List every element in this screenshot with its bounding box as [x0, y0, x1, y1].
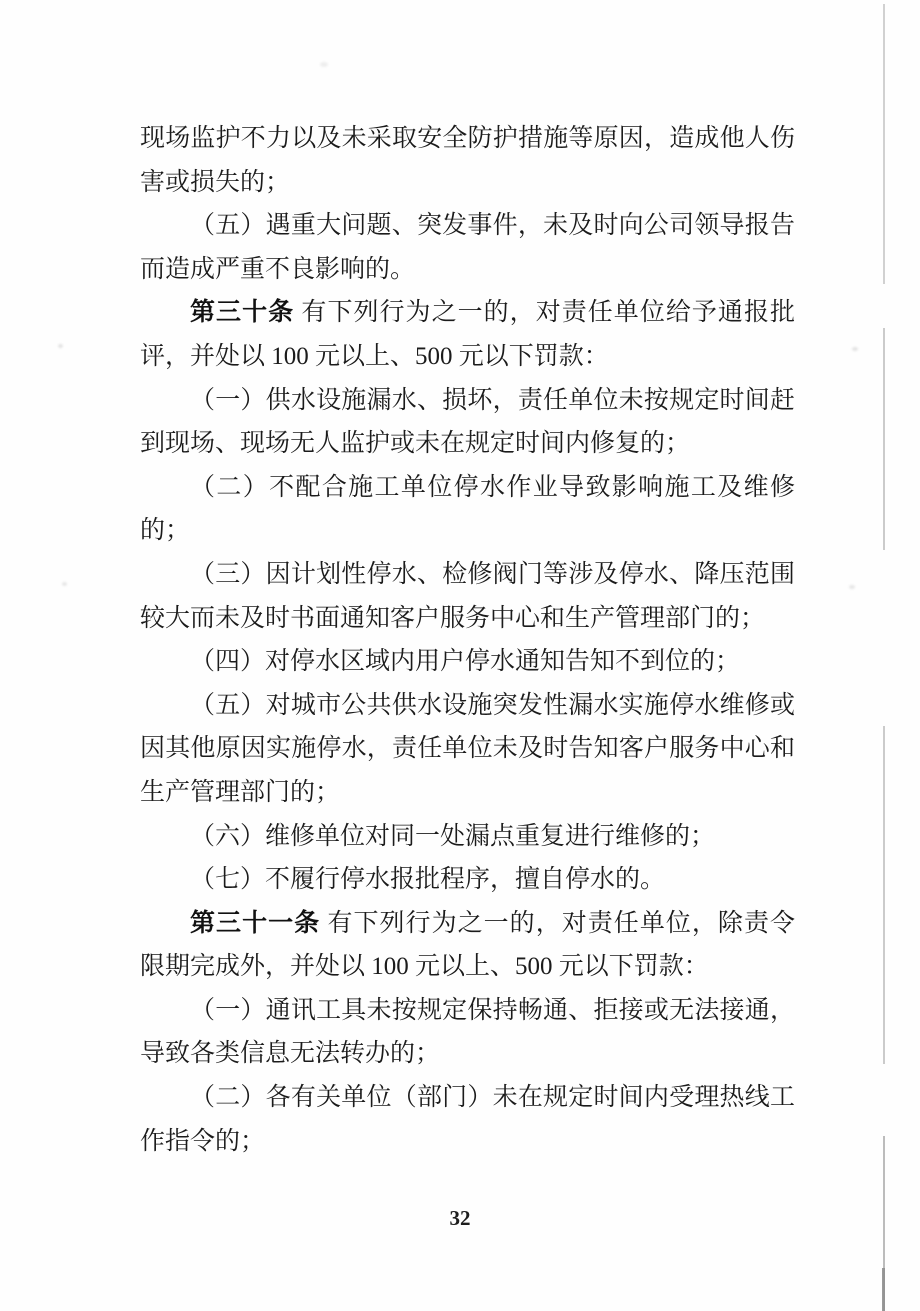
article-31-item-2: （二）各有关单位（部门）未在规定时间内受理热线工作指令的；: [140, 1084, 795, 1155]
scan-speckle: [849, 585, 855, 589]
scan-speckle: [852, 347, 858, 351]
article-30-item-2: （二）不配合施工单位停水作业导致影响施工及维修的；: [140, 473, 795, 545]
scan-artifact-line: [882, 1268, 885, 1311]
scan-speckle: [320, 62, 328, 67]
scan-speckle: [58, 344, 63, 348]
article-30-item-3: （三）因计划性停水、检修阀门等涉及停水、降压范围较大而未及时书面通知客户服务中心和生产管理部门的；: [140, 560, 795, 632]
article-30-item-5: （五）对城市公共供水设施突发性漏水实施停水维修或因其他原因实施停水，责任单位未及时告知客户服务中心和生产管理部门的；: [140, 691, 795, 806]
article-31-item-1: （一）通讯工具未按规定保持畅通、拒接或无法接通，导致各类信息无法转办的；: [140, 996, 795, 1068]
clause-continuation: 现场监护不力以及未采取安全防护措施等原因，造成他人伤害或损失的；: [140, 125, 795, 196]
article-number: 第三十条: [190, 299, 295, 327]
document-body: [140, 117, 795, 1163]
scan-artifact-line: [883, 4, 885, 284]
article-30-item-7: （七）不履行停水报批程序，擅自停水的。: [190, 866, 666, 894]
scan-artifact-line: [883, 328, 885, 550]
scan-artifact-line: [883, 726, 885, 1064]
page-number: 32: [449, 1206, 471, 1230]
scan-speckle: [62, 582, 67, 586]
article-30-item-4: （四）对停水区域内用户停水通知告知不到位的；: [190, 648, 741, 676]
article-number: 第三十一条: [190, 909, 321, 937]
clause-item-5-prev-article: （五）遇重大问题、突发事件，未及时向公司领导报告而造成严重不良影响的。: [140, 212, 795, 283]
article-31-intro: 第三十一条 有下列行为之一的，对责任单位，除责令限期完成外，并处以 100 元以上、500 元以下罚款：: [140, 909, 795, 981]
article-30-intro: 第三十条 有下列行为之一的，对责任单位给予通报批评，并处以 100 元以上、500 元以下罚款：: [140, 299, 795, 370]
article-30-item-1: （一）供水设施漏水、损坏，责任单位未按规定时间赶到现场、现场无人监护或未在规定时间内修复的；: [140, 386, 795, 458]
article-30-item-6: （六）维修单位对同一处漏点重复进行维修的；: [190, 822, 716, 850]
